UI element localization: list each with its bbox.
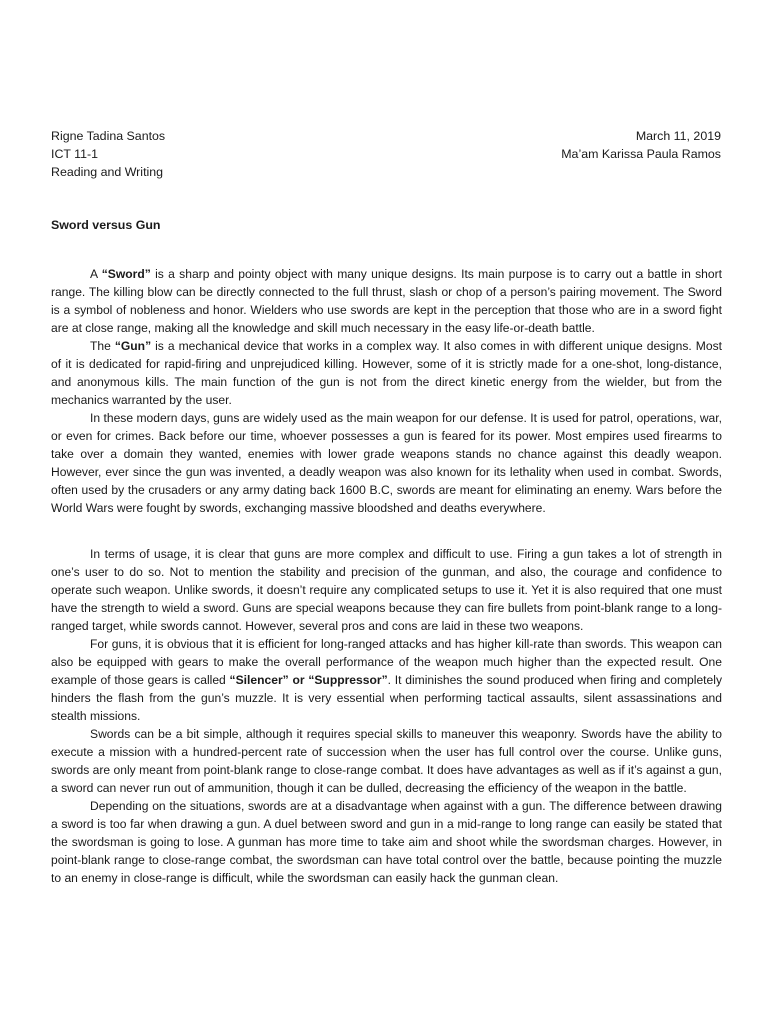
paragraph: The “Gun” is a mechanical device that works in a complex way. It also comes in with different unique designs. Most of it is dedicated for rapid-firing and unprejudiced killing. However, some of it is strictly made for a one-shot, long-distance, and anonymous kills. The main function of the gun is not from the direct kinetic energy from the wielder, but from the mechanics warranted by the user. [51, 339, 722, 407]
teacher-name: Ma’am Karissa Paula Ramos [561, 147, 721, 161]
section-name: ICT 11-1 [51, 147, 99, 161]
subject-name: Reading and Writing [51, 165, 164, 179]
essay-title: Sword versus Gun [51, 218, 161, 232]
paragraph: In these modern days, guns are widely used as the main weapon for our defense. It is used for patrol, operations, war, or even for crimes. Back before our time, whoever possesses a gun is feared for its power. Most empires used firearms to take over a domain they wanted, enemies with lower grade weapons stands no chance against this deadly weapon. However, ever since the gun was invented, a deadly weapon was also known for its lethality when used in combat. Swords, often used by the crusaders or any army dating back 1600 B.C, swords are meant for eliminating an enemy. Wars before the World Wars were fought by swords, exchanging massive bloodshed and deaths everywhere. [51, 411, 722, 515]
header-right [561, 127, 721, 163]
paragraph: For guns, it is obvious that it is efficient for long-ranged attacks and has higher kill-rate than swords. This weapon can also be equipped with gears to make the overall performance of the weapon much higher than the expected result. One example of those gears is called “Silencer” or “Suppressor”. It diminishes the sound produced when firing and completely hinders the flash from the gun’s muzzle. It is very essential when performing tactical assaults, silent assassinations and stealth missions. [51, 637, 722, 723]
author-name: Rigne Tadina Santos [51, 129, 166, 143]
paragraph: Depending on the situations, swords are at a disadvantage when against with a gun. The difference between drawing a sword is too far when drawing a gun. A duel between sword and gun in a mid-range to long range can easily be stated that the swordsman is going to lose. A gunman has more time to take aim and shoot while the swordsman charges. However, in point-blank range to close-range combat, the swordsman can have total control over the battle, because pointing the muzzle to an enemy in close-range is difficult, while the swordsman can easily hack the gunman clean. [51, 799, 722, 885]
document-header [51, 127, 721, 181]
paragraph: A “Sword” is a sharp and pointy object with many unique designs. Its main purpose is to carry out a battle in short range. The killing blow can be directly connected to the full thrust, slash or chop of a person’s pairing movement. The Sword is a symbol of nobleness and honor. Wielders who use swords are kept in the perception that those who are in a sword fight are at close range, making all the knowledge and skill much necessary in the easy life-or-death battle. [51, 267, 723, 335]
document-date: March 11, 2019 [635, 129, 721, 143]
essay-body [51, 265, 722, 887]
paragraph: In terms of usage, it is clear that guns are more complex and difficult to use. Firing a gun takes a lot of strength in one’s user to do so. Not to mention the stability and precision of the gunman, and also, the courage and confidence to operate such weapon. Unlike swords, it doesn’t require any complicated setups to use it. Yet it is also required that one must have the strength to wield a sword. Guns are special weapons because they can fire bullets from point-blank range to a long-ranged target, while swords cannot. However, several pros and cons are laid in these two weapons. [51, 547, 722, 633]
header-left [51, 127, 165, 181]
paragraph: Swords can be a bit simple, although it requires special skills to maneuver this weaponry. Swords have the ability to execute a mission with a hundred-percent rate of succession when the user has full control over the course. Unlike guns, swords are only meant from point-blank range to close-range combat. It does have advantages as well as if it’s against a gun, a sword can never run out of ammunition, though it can be dulled, decreasing the efficiency of the weapon in the battle. [51, 727, 722, 795]
